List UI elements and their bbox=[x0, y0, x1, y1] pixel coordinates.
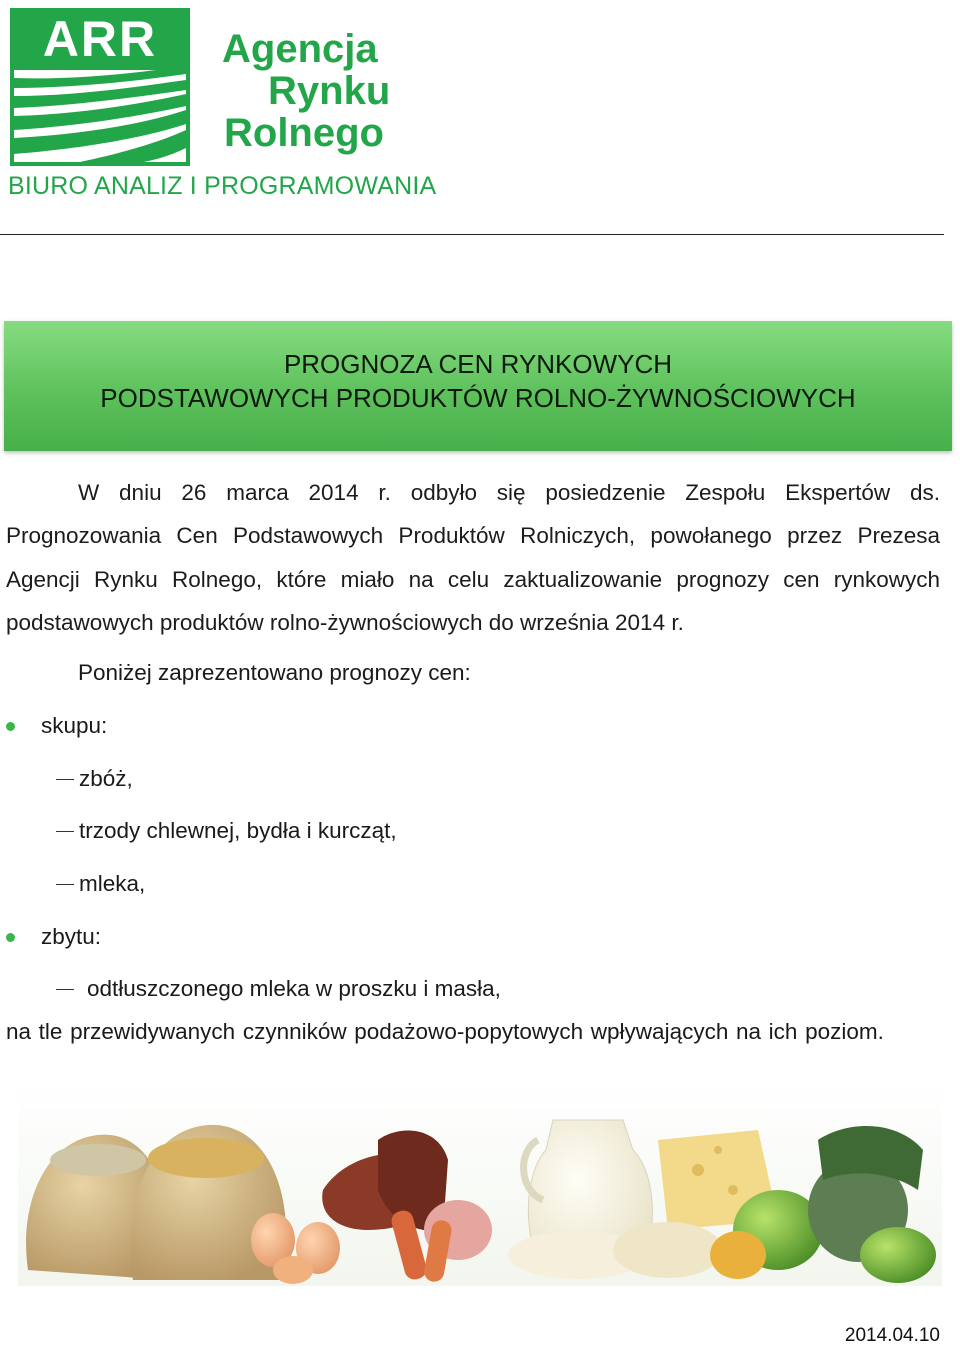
arr-logo-name bbox=[222, 27, 390, 155]
list-item: zbóż, bbox=[79, 766, 133, 791]
intro-paragraph: W dniu 26 marca 2014 r. odbyło się posiedzenie Zespołu Ekspertów ds. Prognozowania Cen Podstawowych Produktów Rolniczych, powołanego przez Prezesa Agencji Rynku Rolnego, które miało na celu zaktualizowanie prognozy cen rynkowych podstawowych produktów rolno-żywnościowych do września 2014 r. bbox=[6, 480, 940, 635]
dash-icon bbox=[56, 989, 74, 990]
dash-icon bbox=[56, 884, 74, 885]
svg-text:Agencja: Agencja bbox=[222, 27, 378, 71]
bullet-icon bbox=[6, 933, 15, 942]
food-products-illustration bbox=[18, 1080, 942, 1286]
dash-icon bbox=[56, 779, 74, 780]
closing-paragraph: na tle przewidywanych czynników podażowo-popytowych wpływających na ich poziom. bbox=[6, 1019, 884, 1044]
bullet-label-zbytu: zbytu: bbox=[41, 924, 102, 949]
arr-logo bbox=[10, 8, 460, 168]
header-divider bbox=[0, 234, 944, 235]
dash-icon bbox=[56, 831, 74, 832]
banner-title-line-1: PROGNOZA CEN RYNKOWYCH bbox=[283, 349, 673, 379]
title-banner bbox=[4, 321, 952, 451]
svg-text:Rolnego: Rolnego bbox=[224, 111, 384, 155]
list-item: odtłuszczonego mleka w proszku i masła, bbox=[87, 976, 501, 1001]
arr-logo-mark bbox=[12, 10, 188, 164]
list-item: trzody chlewnej, bydła i kurcząt, bbox=[79, 818, 397, 843]
department-title: BIURO ANALIZ I PROGRAMOWANIA bbox=[8, 172, 437, 200]
bullet-icon bbox=[6, 722, 15, 731]
svg-text:Rynku: Rynku bbox=[268, 69, 391, 113]
banner-title-line-2: PODSTAWOWYCH PRODUKTÓW ROLNO-ŻYWNOŚCIOWYCH bbox=[100, 383, 856, 413]
document-date: 2014.04.10 bbox=[844, 1325, 940, 1346]
grain-sacks-icon bbox=[26, 1125, 286, 1280]
svg-text:ARR: ARR bbox=[42, 11, 158, 67]
list-item: mleka, bbox=[79, 871, 146, 896]
forecast-intro: Poniżej zaprezentowano prognozy cen: bbox=[78, 660, 471, 685]
bullet-label-skupu: skupu: bbox=[41, 713, 108, 738]
